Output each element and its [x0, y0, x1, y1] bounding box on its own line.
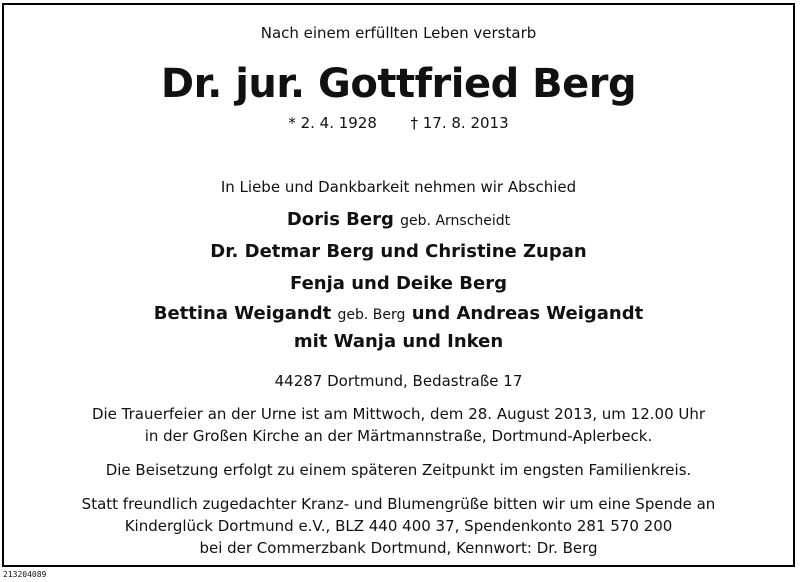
bettina-maiden-name: geb. Berg [337, 307, 406, 323]
mourner-detmar: Dr. Detmar Berg und Christine Zupan [210, 241, 587, 262]
bettina-partner: und Andreas Weigandt [411, 303, 644, 324]
donation-line-1: Statt freundlich zugedachter Kranz- und Blumengrüße bitten wir um eine Spende an [81, 495, 716, 513]
doris-maiden-name: geb. Arnscheidt [400, 213, 511, 229]
donation-line-3: bei der Commerzbank Dortmund, Kennwort: Dr. Berg [199, 539, 598, 557]
bettina-name: Bettina Weigandt [153, 303, 332, 324]
mourner-children: mit Wanja und Inken [293, 331, 504, 352]
life-dates [4, 114, 793, 132]
burial-text: Die Beisetzung erfolgt zu einem späteren Zeitpunkt im engsten Familienkreis. [105, 461, 692, 479]
donation-line-2: Kinderglück Dortmund e.V., BLZ 440 400 37, Spendenkonto 281 570 200 [124, 517, 673, 535]
farewell-text: In Liebe und Dankbarkeit nehmen wir Abschied [220, 178, 577, 196]
deceased-name: Dr. jur. Gottfried Berg [160, 61, 637, 107]
ceremony-line-2: in der Großen Kirche an der Märtmannstraße, Dortmund-Aplerbeck. [144, 427, 653, 445]
mourner-bettina [4, 303, 793, 324]
death-date: † 17. 8. 2013 [410, 114, 509, 132]
ceremony-line-1: Die Trauerfeier an der Urne ist am Mittwoch, dem 28. August 2013, um 12.00 Uhr [91, 405, 706, 423]
intro-text: Nach einem erfüllten Leben verstarb [260, 24, 537, 42]
notice-frame [2, 3, 795, 567]
doris-name: Doris Berg [286, 209, 394, 230]
mourner-doris [4, 209, 793, 230]
mourner-fenja: Fenja und Deike Berg [290, 273, 507, 294]
birth-date: * 2. 4. 1928 [288, 114, 377, 132]
address-text: 44287 Dortmund, Bedastraße 17 [274, 372, 523, 390]
ad-id: 213204089 [3, 570, 47, 579]
